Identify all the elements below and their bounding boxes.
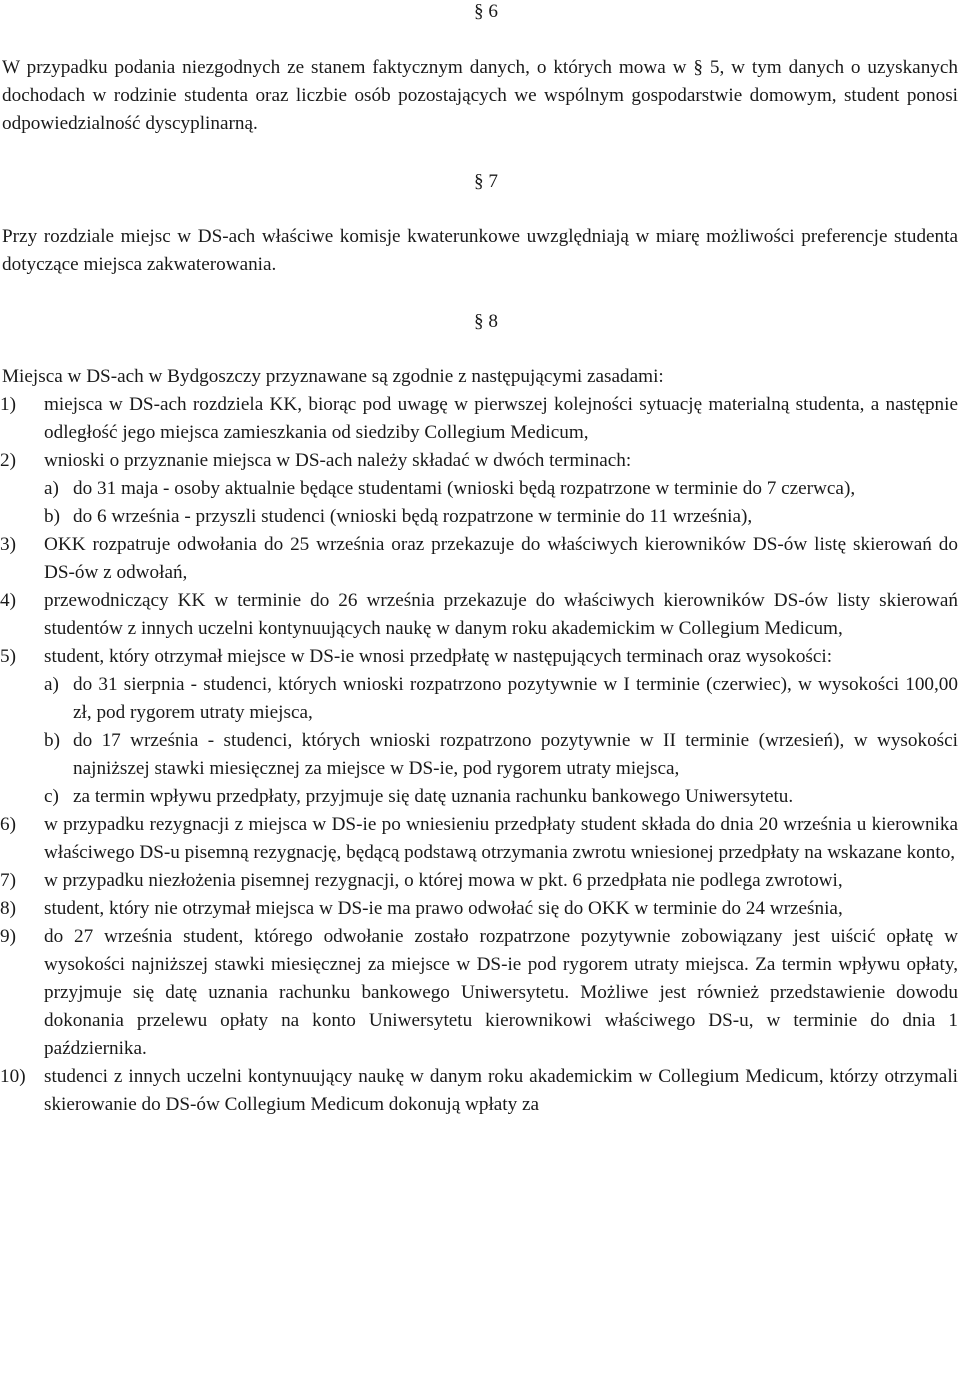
list-item-number: 2) xyxy=(0,450,16,471)
sub-list-item-text: do 31 maja - osoby aktualnie będące studentami (wnioski będą rozpatrzone w terminie do 7 czerwca), xyxy=(73,478,856,499)
list-item-number: 7) xyxy=(0,870,16,891)
section-8-intro: Miejsca w DS-ach w Bydgoszczy przyznawane są zgodnie z następującymi zasadami: xyxy=(2,366,664,387)
sub-list-item-text: do 31 sierpnia - studenci, których wnioski rozpatrzono pozytywnie w I terminie (czerwiec), w wysokości 100,00 zł, pod rygorem utraty miejsca, xyxy=(73,674,958,723)
sub-list-item-letter: a) xyxy=(44,478,59,499)
sub-list-item xyxy=(0,783,960,811)
sub-list-item xyxy=(0,671,960,727)
list-item-text: studenci z innych uczelni kontynuujący naukę w danym roku akademickim w Collegium Medicum, którzy otrzymali skierowanie do DS-ów Collegium Medicum dokonują wpłaty za xyxy=(44,1066,958,1115)
sub-list-item-text: za termin wpływu przedpłaty, przyjmuje się datę uznania rachunku bankowego Uniwersytetu. xyxy=(73,786,794,807)
section-6-heading: § 6 xyxy=(474,1,498,22)
rules-list xyxy=(0,391,960,1119)
section-7-heading: § 7 xyxy=(474,171,498,192)
list-item-number: 5) xyxy=(0,646,16,667)
sub-list-item-letter: b) xyxy=(44,730,60,751)
list-item-text: student, który nie otrzymał miejsca w DS-ie ma prawo odwołać się do OKK w terminie do 24 września, xyxy=(44,898,843,919)
list-item xyxy=(0,643,960,811)
list-item xyxy=(0,923,960,1063)
section-8-heading: § 8 xyxy=(474,311,498,332)
list-item-text: w przypadku niezłożenia pisemnej rezygnacji, o której mowa w pkt. 6 przedpłata nie podlega zwrotowi, xyxy=(44,870,843,891)
list-item xyxy=(0,895,960,923)
list-item-number: 9) xyxy=(0,926,16,947)
list-item-number: 1) xyxy=(0,394,16,415)
list-item-text: OKK rozpatruje odwołania do 25 września oraz przekazuje do właściwych kierowników DS-ów listę skierowań do DS-ów z odwołań, xyxy=(44,534,958,583)
list-item-text: w przypadku rezygnacji z miejsca w DS-ie po wniesieniu przedpłaty student składa do dnia 20 września u kierownika właściwego DS-u pisemną rezygnację, będącą podstawą otrzymania zwrotu wniesionej przedpłaty na wskazane konto, xyxy=(44,814,958,863)
list-item xyxy=(0,811,960,867)
sub-list-item xyxy=(0,727,960,783)
list-item xyxy=(0,391,960,447)
list-item-text: miejsca w DS-ach rozdziela KK, biorąc pod uwagę w pierwszej kolejności sytuację materialną studenta, a następnie odległość jego miejsca zamieszkania od siedziby Collegium Medicum, xyxy=(44,394,958,443)
list-item-text: przewodniczący KK w terminie do 26 września przekazuje do właściwych kierowników DS-ów listy skierowań studentów z innych uczelni kontynuujących naukę w danym roku akademickim w Collegium Medicum, xyxy=(44,590,958,639)
sub-list-item xyxy=(0,503,960,531)
section-6-text: W przypadku podania niezgodnych ze stanem faktycznym danych, o których mowa w § 5, w tym danych o uzyskanych dochodach w rodzinie studenta oraz liczbie osób pozostających we wspólnym gospodarstwie domowym, student ponosi odpowiedzialność dyscyplinarną. xyxy=(2,57,958,134)
list-item-number: 10) xyxy=(0,1066,26,1087)
list-item-number: 3) xyxy=(0,534,16,555)
list-item-number: 6) xyxy=(0,814,16,835)
list-item-number: 4) xyxy=(0,590,16,611)
list-item xyxy=(0,587,960,643)
sub-list-item-letter: b) xyxy=(44,506,60,527)
section-7-text: Przy rozdziale miejsc w DS-ach właściwe komisje kwaterunkowe uwzględniają w miarę możliwości preferencje studenta dotyczące miejsca zakwaterowania. xyxy=(2,226,958,275)
list-item xyxy=(0,867,960,895)
sub-list-item-letter: c) xyxy=(44,786,59,807)
list-item-number: 8) xyxy=(0,898,16,919)
list-item xyxy=(0,447,960,531)
sub-list-item-letter: a) xyxy=(44,674,59,695)
sub-list-item-text: do 17 września - studenci, których wnioski rozpatrzono pozytywnie w II terminie (wrzesień), w wysokości najniższej stawki miesięcznej za miejsce w DS-ie, pod rygorem utraty miejsca, xyxy=(73,730,958,779)
list-item xyxy=(0,1063,960,1119)
sub-list-item-text: do 6 września - przyszli studenci (wnioski będą rozpatrzone w terminie do 11 września), xyxy=(73,506,753,527)
sub-list-item xyxy=(0,475,960,503)
list-item-text: do 27 września student, którego odwołanie zostało rozpatrzone pozytywnie zobowiązany jest uiścić opłatę w wysokości najniższej stawki miesięcznej za miejsce w DS-ie pod rygorem utraty miejsca. Za termin wpływu opłaty, przyjmuje się datę uznania rachunku bankowego Uniwersytetu. Możliwe jest również przedstawienie dowodu dokonania przelewu opłaty na konto Uniwersytetu kierownikowi właściwego DS-u, w terminie do dnia 1 października. xyxy=(44,926,958,1059)
list-item-text: student, który otrzymał miejsce w DS-ie wnosi przedpłatę w następujących terminach oraz wysokości: xyxy=(44,646,833,667)
list-item xyxy=(0,531,960,587)
list-item-text: wnioski o przyznanie miejsca w DS-ach należy składać w dwóch terminach: xyxy=(44,450,632,471)
